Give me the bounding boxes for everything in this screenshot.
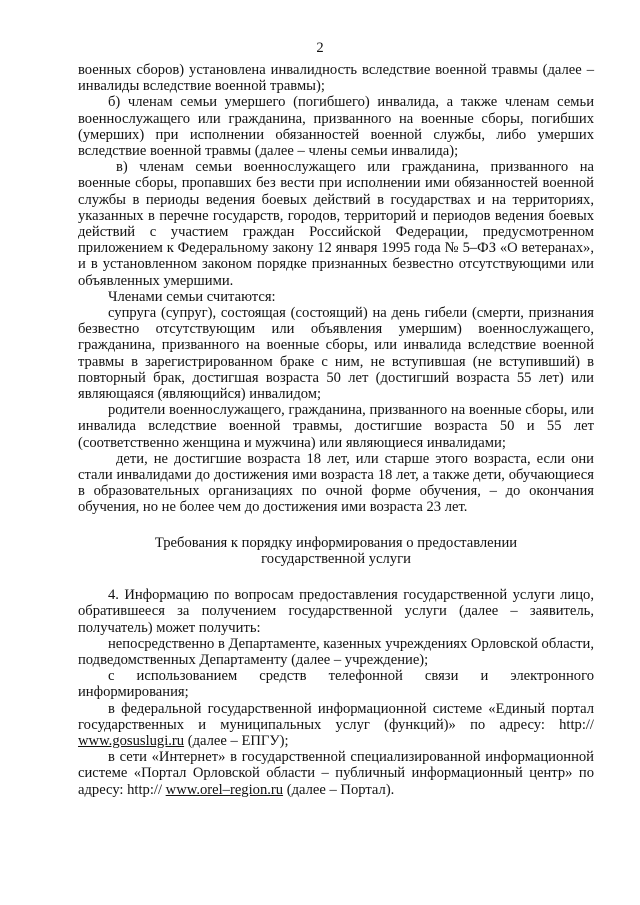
paragraph-portal <box>78 749 594 798</box>
document-body <box>78 62 594 798</box>
paragraph-epgu <box>78 701 594 750</box>
paragraph-4: 4. Информацию по вопросам предоставления государственной услуги лицо, обратившееся за получением государственной услуги (далее – заявитель, получатель) может получить: <box>78 587 594 636</box>
paragraph-spouse: супруга (супруг), состоящая (состоящий) на день гибели (смерти, признания безвестно отсутствующим или объявления умершим) военнослужащего, гражданина, призванного на военные сборы, или инвалида вследствие военной травмы в зарегистрированном браке с ним, не вступившая (не вступивший) в повторный брак, достигшая возраста 50 лет (достигший возраста 55 лет) или являющаяся (являющийся) инвалидом; <box>78 305 594 403</box>
paragraph-department: непосредственно в Департаменте, казенных учреждениях Орловской области, подведомственных Департаменту (далее – учреждение); <box>78 635 594 668</box>
portal-text-before: в сети «Интернет» в государственной специализированной информационной системе «Портал Орловской области – публичный информационный центр» по адресу: http:// <box>78 749 594 798</box>
paragraph-family-members: Членами семьи считаются: <box>108 288 276 305</box>
page-number: 2 <box>316 40 324 56</box>
orel-region-link[interactable]: www.orel–region.ru <box>165 781 284 798</box>
section-heading-line-1: Требования к порядку информирования о предоставлении <box>154 534 518 551</box>
gosuslugi-link[interactable]: www.gosuslugi.ru <box>78 732 185 749</box>
paragraph-parents: родители военнослужащего, гражданина, призванного на военные сборы, или инвалида вследствие военной травмы, достигшие возраста 50 и 55 лет (соответственно женщина и мужчина) или являющиеся инвалидами; <box>78 402 594 451</box>
section-heading-line-2: государственной услуги <box>261 550 411 567</box>
epgu-text-after: (далее – ЕПГУ); <box>184 732 289 749</box>
portal-text-after: (далее – Портал). <box>283 781 395 798</box>
paragraph-children: дети, не достигшие возраста 18 лет, или старше этого возраста, если они стали инвалидами до достижения ими возраста 18 лет, а также дети, обучающиеся в образовательных организациях по очной форме обучения, – до окончания обучения, но не более чем до достижения ими возраста 23 лет. <box>78 450 594 516</box>
paragraph-v: в) членам семьи военнослужащего или гражданина, призванного на военные сборы, пропавших без вести при исполнении ими обязанностей военной службы в периоды ведения боевых действий в государствах и на территориях, указанных в перечне государств, городов, территорий и периодов ведения боевых действий с участием граждан Российской Федерации, предусмотренном приложением к Федеральному закону 12 января 1995 года № 5–ФЗ «О ветеранах», и в установленном законом порядке признанных безвестно отсутствующими или объявленных умершими. <box>78 159 594 289</box>
paragraph-b: б) членам семьи умершего (погибшего) инвалида, а также членам семьи военнослужащего или гражданина, призванного на военные сборы, погибших (умерших) при исполнении обязанностей военной службы, либо умерших вследствие военной травмы (далее – члены семьи инвалида); <box>78 94 594 160</box>
epgu-text-before: в федеральной государственной информационной системе «Единый портал государственных и муниципальных услуг (функций)» по адресу: http:// <box>78 700 594 733</box>
section-heading <box>78 535 594 567</box>
paragraph-continuation: военных сборов) установлена инвалидность вследствие военной травмы (далее – инвалиды вследствие военной травмы); <box>78 62 594 95</box>
paragraph-telephone: с использованием средств телефонной связи и электронного информирования; <box>78 668 594 701</box>
